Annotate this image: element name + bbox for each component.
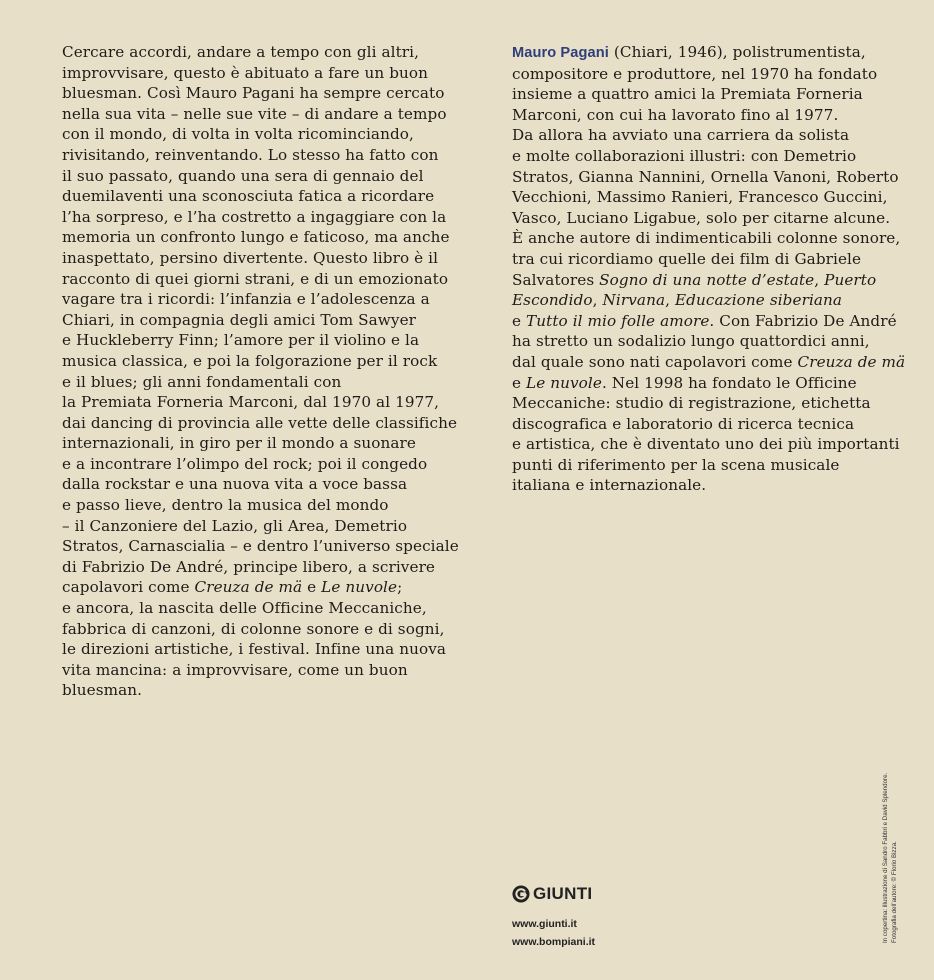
credit-illustration: In copertina: illustrazione di Sandro Fabbri e David Splendore. (882, 772, 889, 943)
bio-line: compositore e produttore, nel 1970 ha fondato (512, 64, 878, 83)
blurb-line: nella sua vita – nelle sue vite – di andare a tempo (62, 104, 447, 123)
back-cover-blurb (62, 42, 459, 701)
cover-credits (881, 743, 899, 943)
blurb-line: dai dancing di provincia alle vette delle classifiche (62, 413, 458, 432)
blurb-line: – il Canzoniere del Lazio, gli Area, Demetrio (62, 516, 408, 535)
bio-line: discografica e laboratorio di ricerca tecnica (512, 414, 855, 433)
bio-line: Meccaniche: studio di registrazione, etichetta (512, 394, 871, 413)
blurb-line: il suo passato, quando una sera di gennaio del (62, 166, 424, 185)
bio-line: Da allora ha avviato una carriera da solista (512, 126, 850, 145)
blurb-line: musica classica, e poi la folgorazione per il rock (62, 351, 438, 370)
bio-line: Vecchioni, Massimo Ranieri, Francesco Guccini, (512, 188, 888, 207)
bio-line: italiana e internazionale. (512, 476, 707, 495)
blurb-line: fabbrica di canzoni, di colonne sonore e di sogni, (62, 619, 445, 638)
blurb-line: e il blues; gli anni fondamentali con (62, 372, 342, 391)
blurb-line: la Premiata Forneria Marconi, dal 1970 al 1977, (62, 393, 440, 412)
blurb-line: con il mondo, di volta in volta ricominciando, (62, 125, 414, 144)
blurb-line: memoria un confronto lungo e faticoso, ma anche (62, 228, 450, 247)
author-bio (512, 42, 906, 496)
publisher-urls (512, 915, 595, 951)
blurb-line: rivisitando, reinventando. Lo stesso ha fatto con (62, 145, 439, 164)
blurb-line: e a incontrare l’olimpo del rock; poi il congedo (62, 454, 428, 473)
blurb-line: Stratos, Carnascialia – e dentro l’universo speciale (62, 537, 459, 556)
bio-line: ha stretto un sodalizio lungo quattordici anni, (512, 332, 870, 351)
blurb-line: racconto di quei giorni strani, e di un emozionato (62, 269, 449, 288)
publisher-logo (512, 884, 592, 904)
blurb-line: e passo lieve, dentro la musica del mondo (62, 496, 389, 515)
blurb-line: internazionali, in giro per il mondo a suonare (62, 434, 416, 453)
bio-line: È anche autore di indimenticabili colonne sonore, (512, 229, 901, 248)
author-name: Mauro Pagani (512, 45, 609, 61)
bio-line: insieme a quattro amici la Premiata Forneria (512, 85, 863, 104)
blurb-line: dalla rockstar e una nuova vita a voce bassa (62, 475, 408, 494)
blurb-line: capolavori come Creuza de mä e Le nuvole; (62, 578, 403, 597)
giunti-logo (512, 884, 592, 904)
blurb-line: l’ha sorpreso, e l’ha costretto a ingaggiare con la (62, 207, 447, 226)
blurb-line: e ancora, la nascita delle Officine Meccaniche, (62, 599, 427, 618)
url-bompiani: www.bompiani.it (512, 936, 596, 948)
blurb-line: di Fabrizio De André, principe libero, a scrivere (62, 557, 436, 576)
blurb-line: e Huckleberry Finn; l’amore per il violino e la (62, 331, 420, 350)
bio-line: Vasco, Luciano Ligabue, solo per citarne alcune. (512, 208, 891, 227)
blurb-line: bluesman. (62, 681, 143, 700)
bio-line: e Tutto il mio folle amore. Con Fabrizio De André (512, 311, 897, 330)
publisher-name: GIUNTI (533, 884, 593, 903)
blurb-line: bluesman. Così Mauro Pagani ha sempre cercato (62, 84, 445, 103)
blurb-line: Chiari, in compagnia degli amici Tom Sawyer (62, 310, 417, 329)
bio-line: dal quale sono nati capolavori come Creuza de mä (512, 352, 906, 371)
bio-line: e Le nuvole. Nel 1998 ha fondato le Officine (512, 373, 857, 392)
bio-line: tra cui ricordiamo quelle dei film di Gabriele (512, 249, 862, 268)
bio-line: e artistica, che è diventato uno dei più importanti (512, 435, 900, 454)
blurb-line: le direzioni artistiche, i festival. Infine una nuova (62, 640, 447, 659)
bio-first-line-text: (Chiari, 1946), polistrumentista, (608, 43, 866, 61)
bio-line: punti di riferimento per la scena musicale (512, 455, 840, 474)
giunti-g-icon (512, 885, 530, 903)
bio-line: Stratos, Gianna Nannini, Ornella Vanoni, Roberto (512, 167, 899, 186)
bio-line: Salvatores Sogno di una notte d’estate, Puerto (512, 270, 877, 289)
url-giunti: www.giunti.it (512, 918, 577, 930)
blurb-line: duemilaventi una sconosciuta fatica a ricordare (62, 187, 435, 206)
blurb-line: vita mancina: a improvvisare, come un buon (62, 660, 408, 679)
blurb-line: Cercare accordi, andare a tempo con gli altri, (62, 43, 420, 61)
bio-line: Escondido, Nirvana, Educazione siberiana (512, 291, 843, 310)
blurb-line: improvvisare, questo è abituato a fare un buon (62, 63, 429, 82)
bio-line: Marconi, con cui ha lavorato fino al 1977. (512, 105, 839, 124)
blurb-line: inaspettato, persino divertente. Questo libro è il (62, 248, 439, 267)
bio-first-line (512, 42, 878, 64)
bio-line: e molte collaborazioni illustri: con Demetrio (512, 146, 857, 165)
credit-photo: Fotografia dell’autore: © Florio Bizza. (891, 841, 898, 943)
blurb-line: vagare tra i ricordi: l’infanzia e l’adolescenza a (62, 290, 430, 309)
